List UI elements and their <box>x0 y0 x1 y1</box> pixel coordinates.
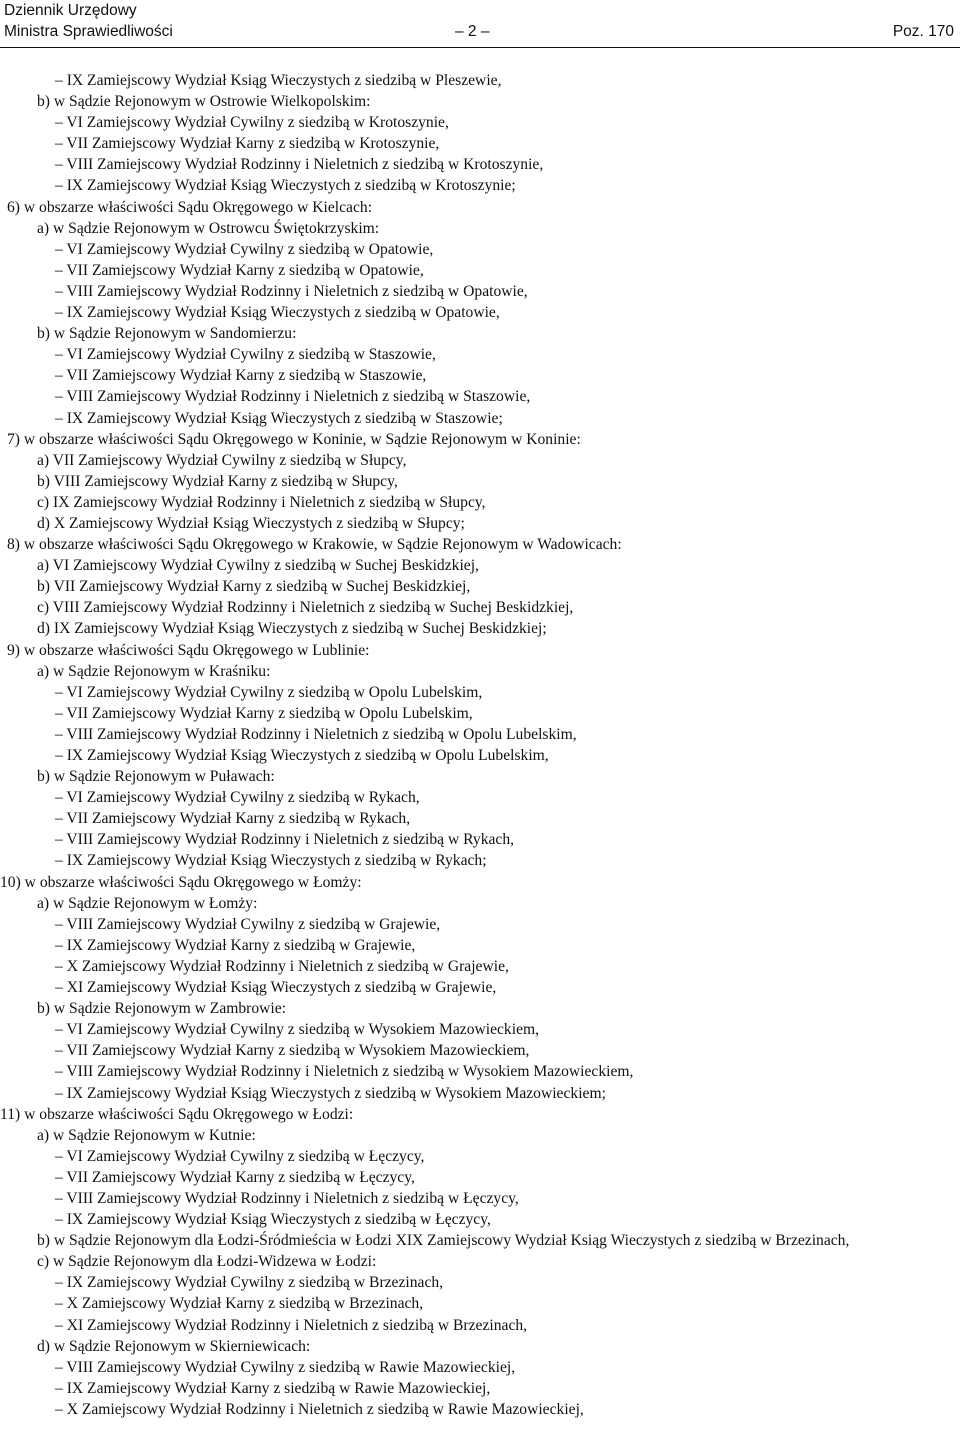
text-line: a) VII Zamiejscowy Wydział Cywilny z siedzibą w Słupcy, <box>37 451 407 469</box>
text-line: 10) w obszarze właściwości Sądu Okręgowego w Łomży: <box>0 873 362 891</box>
text-line: – VI Zamiejscowy Wydział Cywilny z siedzibą w Wysokiem Mazowieckiem, <box>55 1021 540 1039</box>
text-line: – VI Zamiejscowy Wydział Cywilny z siedzibą w Krotoszynie, <box>55 114 449 132</box>
text-line: – VI Zamiejscowy Wydział Cywilny z siedzibą w Opolu Lubelskim, <box>55 683 483 701</box>
text-line: – VI Zamiejscowy Wydział Cywilny z siedzibą w Opatowie, <box>55 240 434 258</box>
document-body <box>0 70 960 1420</box>
text-line: – VII Zamiejscowy Wydział Karny z siedzibą w Łęczycy, <box>55 1168 415 1186</box>
position-number: Poz. 170 <box>892 23 954 40</box>
text-line: b) VIII Zamiejscowy Wydział Karny z siedzibą w Słupcy, <box>37 472 398 490</box>
text-line: – IX Zamiejscowy Wydział Ksiąg Wieczystych z siedzibą w Wysokiem Mazowieckiem; <box>55 1084 606 1102</box>
text-line: a) w Sądzie Rejonowym w Ostrowcu Świętokrzyskim: <box>37 219 380 237</box>
text-line: – VIII Zamiejscowy Wydział Rodzinny i Nieletnich z siedzibą w Opolu Lubelskim, <box>55 725 577 743</box>
text-line: a) w Sądzie Rejonowym w Kutnie: <box>37 1126 256 1144</box>
text-line: b) VII Zamiejscowy Wydział Karny z siedzibą w Suchej Beskidzkiej, <box>37 578 471 596</box>
text-line: – VII Zamiejscowy Wydział Karny z siedzibą w Rykach, <box>55 810 411 828</box>
text-line: b) w Sądzie Rejonowym w Ostrowie Wielkopolskim: <box>37 93 371 111</box>
ministry-name: Ministra Sprawiedliwości <box>4 23 173 40</box>
text-line: a) w Sądzie Rejonowym w Kraśniku: <box>37 662 271 680</box>
text-line: – VIII Zamiejscowy Wydział Cywilny z siedzibą w Grajewie, <box>55 915 441 933</box>
text-line: a) VI Zamiejscowy Wydział Cywilny z siedzibą w Suchej Beskidzkiej, <box>37 557 479 575</box>
text-line: b) w Sądzie Rejonowym dla Łodzi-Śródmieścia w Łodzi XIX Zamiejscowy Wydział Ksiąg Wieczystych z siedzibą w Brzezinach, <box>37 1232 850 1250</box>
page-number: – 2 – <box>455 23 490 40</box>
text-line: a) w Sądzie Rejonowym w Łomży: <box>37 894 258 912</box>
text-line: – VII Zamiejscowy Wydział Karny z siedzibą w Wysokiem Mazowieckiem, <box>55 1042 530 1060</box>
text-line: – XI Zamiejscowy Wydział Rodzinny i Nieletnich z siedzibą w Brzezinach, <box>55 1316 528 1334</box>
text-line: 7) w obszarze właściwości Sądu Okręgowego w Koninie, w Sądzie Rejonowym w Koninie: <box>7 430 581 448</box>
text-line: – VIII Zamiejscowy Wydział Rodzinny i Nieletnich z siedzibą w Łęczycy, <box>55 1189 519 1207</box>
text-line: – X Zamiejscowy Wydział Rodzinny i Nieletnich z siedzibą w Rawie Mazowieckiej, <box>55 1400 584 1418</box>
text-line: – VII Zamiejscowy Wydział Karny z siedzibą w Opolu Lubelskim, <box>55 704 473 722</box>
text-line: 9) w obszarze właściwości Sądu Okręgowego w Lublinie: <box>7 641 370 659</box>
text-line: – VII Zamiejscowy Wydział Karny z siedzibą w Krotoszynie, <box>55 135 440 153</box>
text-line: – VIII Zamiejscowy Wydział Rodzinny i Nieletnich z siedzibą w Wysokiem Mazowieckiem, <box>55 1063 634 1081</box>
text-line: – X Zamiejscowy Wydział Rodzinny i Nieletnich z siedzibą w Grajewie, <box>55 957 509 975</box>
text-line: d) IX Zamiejscowy Wydział Ksiąg Wieczystych z siedzibą w Suchej Beskidzkiej; <box>37 620 547 638</box>
text-line: – IX Zamiejscowy Wydział Ksiąg Wieczystych z siedzibą w Krotoszynie; <box>55 177 516 195</box>
text-line: – VI Zamiejscowy Wydział Cywilny z siedzibą w Łęczycy, <box>55 1147 425 1165</box>
text-line: – IX Zamiejscowy Wydział Karny z siedzibą w Rawie Mazowieckiej, <box>55 1379 491 1397</box>
text-line: – IX Zamiejscowy Wydział Cywilny z siedzibą w Brzezinach, <box>55 1274 444 1292</box>
text-line: – VI Zamiejscowy Wydział Cywilny z siedzibą w Rykach, <box>55 789 420 807</box>
text-line: b) w Sądzie Rejonowym w Sandomierzu: <box>37 325 297 343</box>
text-line: – VIII Zamiejscowy Wydział Rodzinny i Nieletnich z siedzibą w Opatowie, <box>55 282 528 300</box>
text-line: – IX Zamiejscowy Wydział Ksiąg Wieczystych z siedzibą w Staszowie; <box>55 409 503 427</box>
text-line: – IX Zamiejscowy Wydział Ksiąg Wieczystych z siedzibą w Rykach; <box>55 852 487 870</box>
text-line: – VIII Zamiejscowy Wydział Cywilny z siedzibą w Rawie Mazowieckiej, <box>55 1358 516 1376</box>
text-line: b) w Sądzie Rejonowym w Zambrowie: <box>37 1000 287 1018</box>
text-line: – X Zamiejscowy Wydział Karny z siedzibą w Brzezinach, <box>55 1295 424 1313</box>
text-line: – VI Zamiejscowy Wydział Cywilny z siedzibą w Staszowie, <box>55 346 436 364</box>
text-line: – IX Zamiejscowy Wydział Ksiąg Wieczystych z siedzibą w Pleszewie, <box>55 72 502 89</box>
text-line: – VII Zamiejscowy Wydział Karny z siedzibą w Opatowie, <box>55 261 424 279</box>
text-line: – VIII Zamiejscowy Wydział Rodzinny i Nieletnich z siedzibą w Rykach, <box>55 831 515 849</box>
text-line: d) X Zamiejscowy Wydział Ksiąg Wieczystych z siedzibą w Słupcy; <box>37 514 465 532</box>
text-line: – VIII Zamiejscowy Wydział Rodzinny i Nieletnich z siedzibą w Staszowie, <box>55 388 531 406</box>
text-line: – VIII Zamiejscowy Wydział Rodzinny i Nieletnich z siedzibą w Krotoszynie, <box>55 156 544 174</box>
text-line: – IX Zamiejscowy Wydział Ksiąg Wieczystych z siedzibą w Opatowie, <box>55 304 500 322</box>
text-line: d) w Sądzie Rejonowym w Skierniewicach: <box>37 1337 311 1355</box>
text-line: 6) w obszarze właściwości Sądu Okręgowego w Kielcach: <box>7 198 373 216</box>
header-divider <box>0 47 960 48</box>
journal-title <box>4 0 173 42</box>
journal-name: Dziennik Urzędowy <box>4 2 137 19</box>
text-line: c) w Sądzie Rejonowym dla Łodzi-Widzewa w Łodzi: <box>37 1253 377 1271</box>
text-line: 8) w obszarze właściwości Sądu Okręgowego w Krakowie, w Sądzie Rejonowym w Wadowicach: <box>7 536 622 554</box>
text-line: c) VIII Zamiejscowy Wydział Rodzinny i Nieletnich z siedzibą w Suchej Beskidzkiej, <box>37 599 574 617</box>
text-line: c) IX Zamiejscowy Wydział Rodzinny i Nieletnich z siedzibą w Słupcy, <box>37 493 486 511</box>
text-line: 11) w obszarze właściwości Sądu Okręgowego w Łodzi: <box>0 1105 354 1123</box>
text-line: – IX Zamiejscowy Wydział Ksiąg Wieczystych z siedzibą w Łęczycy, <box>55 1211 491 1229</box>
text-line: – IX Zamiejscowy Wydział Ksiąg Wieczystych z siedzibą w Opolu Lubelskim, <box>55 747 549 764</box>
text-line: b) w Sądzie Rejonowym w Puławach: <box>37 768 275 786</box>
text-line: – IX Zamiejscowy Wydział Karny z siedzibą w Grajewie, <box>55 936 416 954</box>
text-line: – XI Zamiejscowy Wydział Ksiąg Wieczystych z siedzibą w Grajewie, <box>55 979 497 997</box>
text-line: – VII Zamiejscowy Wydział Karny z siedzibą w Staszowie, <box>55 367 427 385</box>
